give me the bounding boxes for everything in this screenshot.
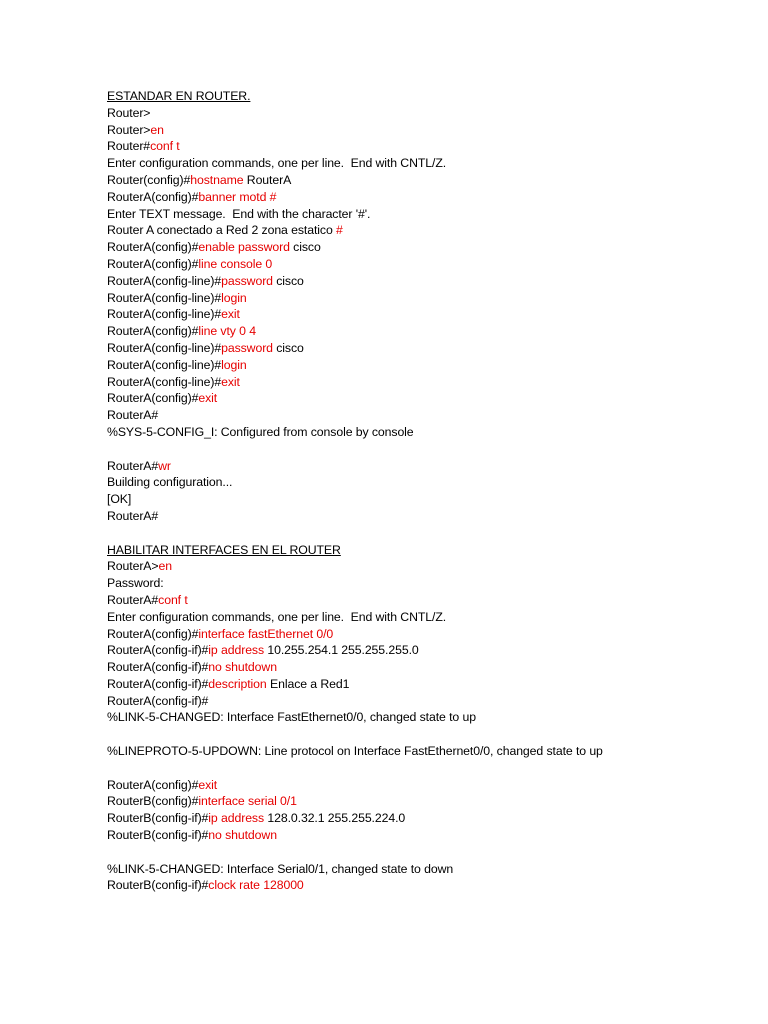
command-text: en bbox=[150, 122, 164, 137]
console-line bbox=[107, 609, 727, 626]
prompt-text: RouterA# bbox=[107, 592, 159, 607]
prompt-text: Password: bbox=[107, 576, 164, 591]
section-heading-interfaces: HABILITAR INTERFACES EN EL ROUTER bbox=[107, 542, 341, 557]
command-text: # bbox=[336, 223, 343, 238]
blank-line bbox=[107, 525, 727, 542]
console-line bbox=[107, 558, 727, 575]
command-text: description bbox=[208, 676, 267, 691]
console-line bbox=[107, 122, 727, 139]
console-line bbox=[107, 861, 727, 878]
argument-text: 10.255.254.1 255.255.255.0 bbox=[264, 643, 419, 658]
prompt-text: Router> bbox=[107, 105, 151, 120]
command-text: ip address bbox=[208, 811, 265, 826]
command-text: hostname bbox=[190, 172, 244, 187]
command-text: enable password bbox=[198, 240, 290, 255]
console-line bbox=[107, 458, 727, 475]
console-line bbox=[107, 155, 727, 172]
console-line bbox=[107, 239, 727, 256]
argument-text: RouterA bbox=[243, 172, 292, 187]
prompt-text: RouterB(config-if)# bbox=[107, 811, 209, 826]
console-line bbox=[107, 222, 727, 239]
console-line bbox=[107, 877, 727, 894]
section-interfaces-lines bbox=[107, 558, 727, 894]
prompt-text: RouterA(config)# bbox=[107, 391, 199, 406]
argument-text: cisco bbox=[272, 340, 304, 355]
console-line bbox=[107, 709, 727, 726]
argument-text: Enlace a Red1 bbox=[266, 676, 350, 691]
command-text: exit bbox=[221, 307, 240, 322]
console-line bbox=[107, 206, 727, 223]
console-line bbox=[107, 424, 727, 441]
command-text: conf t bbox=[150, 139, 180, 154]
prompt-text: RouterA# bbox=[107, 458, 159, 473]
console-line bbox=[107, 172, 727, 189]
prompt-text: Building configuration... bbox=[107, 475, 233, 490]
prompt-text: RouterA(config-if)# bbox=[107, 643, 209, 658]
command-text: login bbox=[221, 357, 247, 372]
console-line bbox=[107, 474, 727, 491]
prompt-text: RouterB(config-if)# bbox=[107, 878, 209, 893]
prompt-text: RouterA# bbox=[107, 408, 159, 423]
prompt-text: RouterA(config-line)# bbox=[107, 340, 222, 355]
console-line bbox=[107, 105, 727, 122]
prompt-text: RouterA(config)# bbox=[107, 777, 199, 792]
prompt-text: Enter TEXT message. End with the character '#'. bbox=[107, 206, 371, 221]
console-line bbox=[107, 273, 727, 290]
command-text: no shutdown bbox=[208, 828, 277, 843]
console-line bbox=[107, 676, 727, 693]
argument-text: cisco bbox=[289, 240, 321, 255]
console-line bbox=[107, 189, 727, 206]
console-line bbox=[107, 340, 727, 357]
command-text: en bbox=[158, 559, 172, 574]
blank-line bbox=[107, 844, 727, 861]
section-estandar-lines bbox=[107, 105, 727, 525]
prompt-text: RouterA> bbox=[107, 559, 159, 574]
console-line bbox=[107, 743, 727, 760]
prompt-text: RouterA(config-if)# bbox=[107, 676, 209, 691]
command-text: line vty 0 4 bbox=[198, 324, 256, 339]
console-line bbox=[107, 592, 727, 609]
prompt-text: %LINEPROTO-5-UPDOWN: Line protocol on Interface FastEthernet0/0, changed state to up bbox=[107, 744, 603, 759]
command-text: interface serial 0/1 bbox=[198, 794, 297, 809]
prompt-text: RouterA(config)# bbox=[107, 324, 199, 339]
command-text: conf t bbox=[158, 592, 188, 607]
console-line bbox=[107, 508, 727, 525]
prompt-text: RouterA(config)# bbox=[107, 626, 199, 641]
console-line bbox=[107, 810, 727, 827]
command-text: line console 0 bbox=[198, 256, 273, 271]
command-text: ip address bbox=[208, 643, 265, 658]
prompt-text: RouterA(config-line)# bbox=[107, 357, 222, 372]
prompt-text: %LINK-5-CHANGED: Interface Serial0/1, changed state to down bbox=[107, 861, 454, 876]
console-line bbox=[107, 290, 727, 307]
command-text: exit bbox=[221, 374, 240, 389]
command-text: interface fastEthernet 0/0 bbox=[198, 626, 334, 641]
prompt-text: RouterA(config-if)# bbox=[107, 660, 209, 675]
console-line bbox=[107, 491, 727, 508]
prompt-text: Enter configuration commands, one per line. End with CNTL/Z. bbox=[107, 609, 447, 624]
prompt-text: RouterB(config)# bbox=[107, 794, 199, 809]
prompt-text: Router A conectado a Red 2 zona estatico bbox=[107, 223, 337, 238]
console-line bbox=[107, 693, 727, 710]
prompt-text: RouterB(config-if)# bbox=[107, 828, 209, 843]
command-text: no shutdown bbox=[208, 660, 277, 675]
prompt-text: RouterA(config-line)# bbox=[107, 307, 222, 322]
prompt-text: Enter configuration commands, one per line. End with CNTL/Z. bbox=[107, 156, 447, 171]
prompt-text: RouterA(config)# bbox=[107, 256, 199, 271]
command-text: exit bbox=[198, 777, 218, 792]
command-text: banner motd # bbox=[198, 189, 277, 204]
command-text: wr bbox=[158, 458, 171, 473]
command-text: login bbox=[221, 290, 247, 305]
prompt-text: RouterA(config-line)# bbox=[107, 290, 222, 305]
console-line bbox=[107, 575, 727, 592]
prompt-text: Router(config)# bbox=[107, 172, 191, 187]
console-line bbox=[107, 138, 727, 155]
prompt-text: %LINK-5-CHANGED: Interface FastEthernet0/0, changed state to up bbox=[107, 710, 476, 725]
prompt-text: RouterA(config-if)# bbox=[107, 693, 209, 708]
prompt-text: [OK] bbox=[107, 492, 132, 507]
prompt-text: Router# bbox=[107, 139, 151, 154]
argument-text: cisco bbox=[272, 273, 304, 288]
console-line bbox=[107, 256, 727, 273]
console-line bbox=[107, 374, 727, 391]
console-line bbox=[107, 323, 727, 340]
console-line bbox=[107, 626, 727, 643]
console-line bbox=[107, 642, 727, 659]
blank-line bbox=[107, 441, 727, 458]
console-line bbox=[107, 390, 727, 407]
section-heading-estandar: ESTANDAR EN ROUTER. bbox=[107, 89, 251, 103]
command-text: exit bbox=[198, 391, 218, 406]
command-text: password bbox=[221, 340, 273, 355]
prompt-text: RouterA# bbox=[107, 508, 159, 523]
blank-line bbox=[107, 726, 727, 743]
command-text: password bbox=[221, 273, 273, 288]
console-line bbox=[107, 357, 727, 374]
console-line bbox=[107, 777, 727, 794]
console-line bbox=[107, 659, 727, 676]
prompt-text: %SYS-5-CONFIG_I: Configured from console by console bbox=[107, 424, 414, 439]
prompt-text: RouterA(config)# bbox=[107, 240, 199, 255]
prompt-text: Router> bbox=[107, 122, 151, 137]
command-text: clock rate 128000 bbox=[208, 878, 304, 893]
prompt-text: RouterA(config)# bbox=[107, 189, 199, 204]
document-body bbox=[107, 88, 727, 894]
prompt-text: RouterA(config-line)# bbox=[107, 374, 222, 389]
console-line bbox=[107, 827, 727, 844]
console-line bbox=[107, 793, 727, 810]
argument-text: 128.0.32.1 255.255.224.0 bbox=[264, 811, 406, 826]
prompt-text: RouterA(config-line)# bbox=[107, 273, 222, 288]
console-line bbox=[107, 407, 727, 424]
console-line bbox=[107, 306, 727, 323]
blank-line bbox=[107, 760, 727, 777]
